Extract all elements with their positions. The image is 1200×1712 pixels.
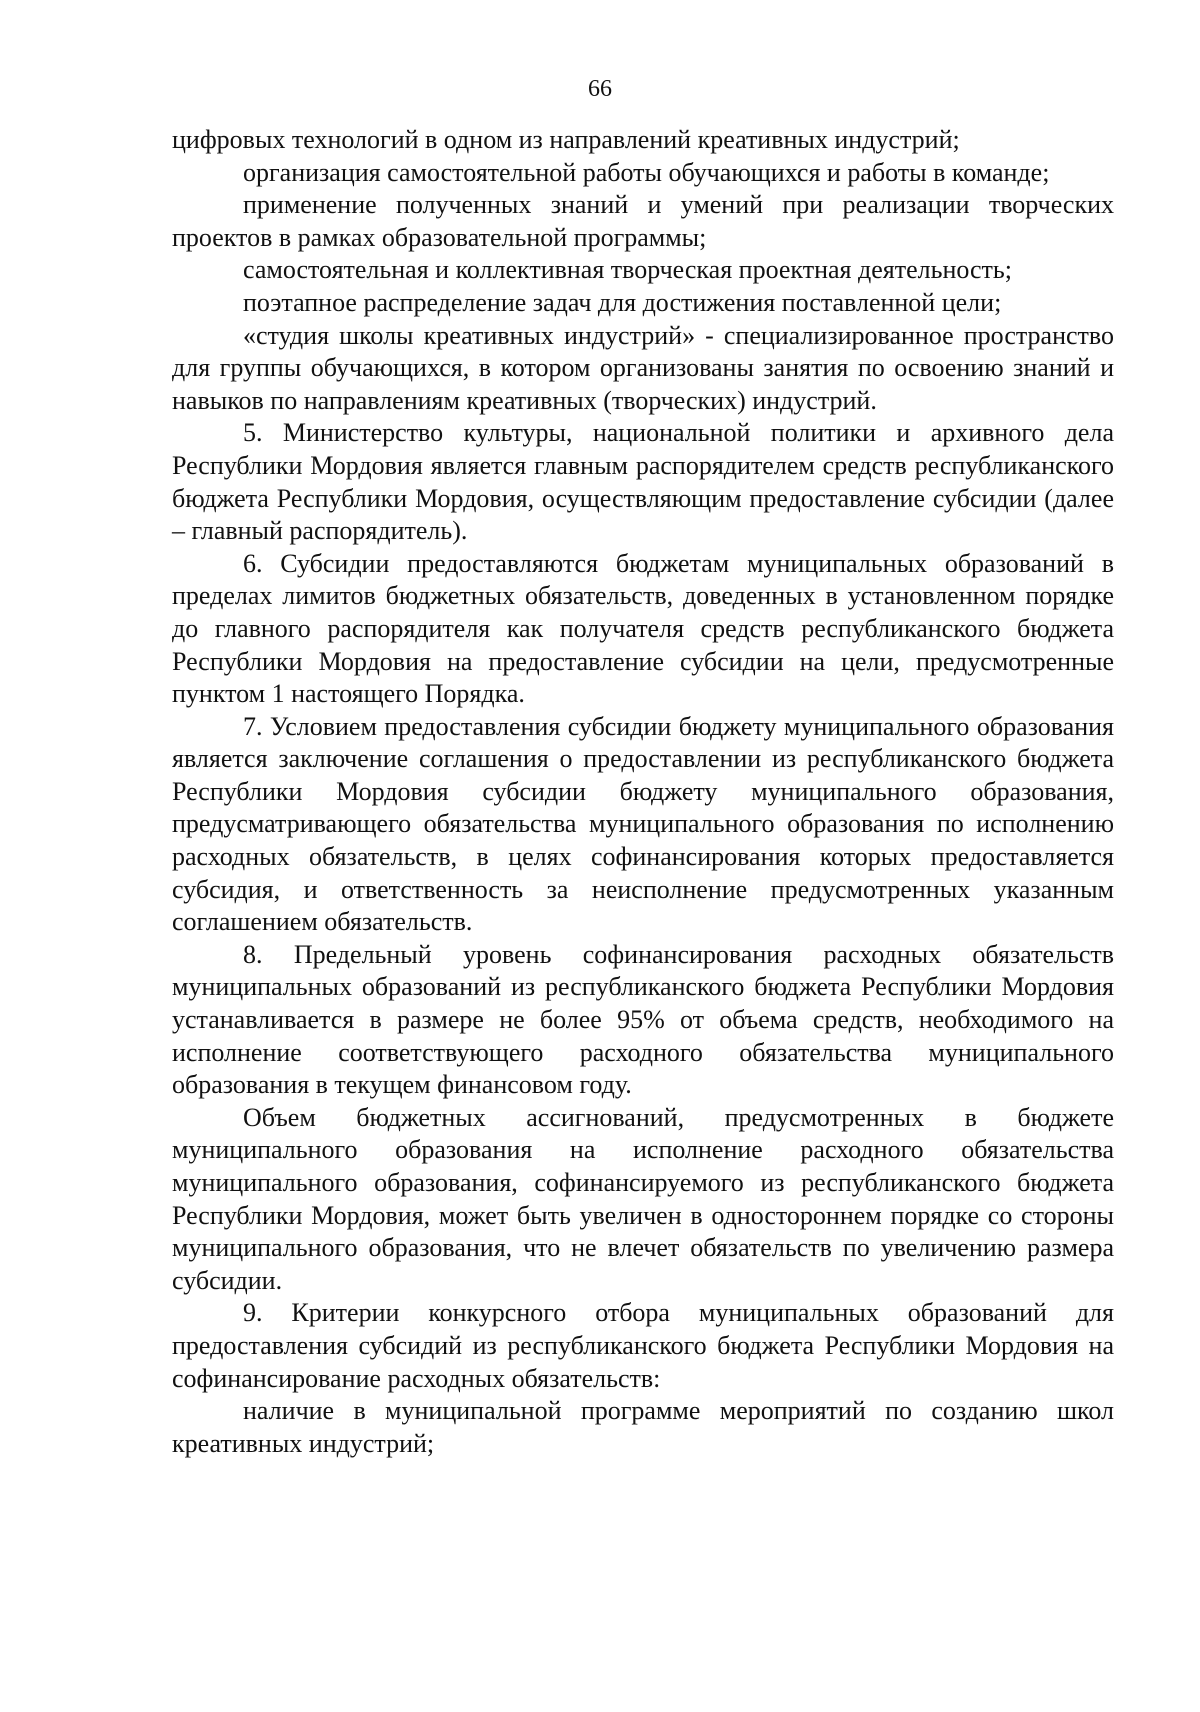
page-number: 66 — [588, 76, 612, 102]
paragraph: «студия школы креативных индустрий» - специализированное пространство для группы обучающихся, в котором организованы занятия по освоению знаний и навыков по направлениям креативных (творческих) индустрий. — [172, 320, 1114, 415]
document-body — [172, 124, 1114, 1460]
paragraph: применение полученных знаний и умений при реализации творческих проектов в рамках образовательной программы; — [172, 190, 1114, 252]
paragraph: Объем бюджетных ассигнований, предусмотренных в бюджете муниципального образования на исполнение расходного обязательства муниципального образования, софинансируемого из республиканского бюджета Республики Мордовия, может быть увеличен в одностороннем порядке со стороны муниципального образования, что не влечет обязательств по увеличению размера субсидии. — [172, 1102, 1114, 1295]
paragraph-item-7: 7. Условием предоставления субсидии бюджету муниципального образования является заключение соглашения о предоставлении из республиканского бюджета Республики Мордовия субсидии бюджету муниципального образования, предусматривающего обязательства муниципального образования по исполнению расходных обязательств, в целях софинансирования которых предоставляется субсидия, и ответственность за неисполнение предусмотренных указанным соглашением обязательств. — [172, 711, 1114, 937]
paragraph: самостоятельная и коллективная творческая проектная деятельность; — [243, 255, 1012, 285]
paragraph: наличие в муниципальной программе мероприятий по созданию школ креативных индустрий; — [172, 1396, 1114, 1458]
paragraph: поэтапное распределение задач для достижения поставленной цели; — [243, 287, 1002, 317]
paragraph-item-6: 6. Субсидии предоставляются бюджетам муниципальных образований в пределах лимитов бюджетных обязательств, доведенных в установленном порядке до главного распорядителя как получателя средств республиканского бюджета Республики Мордовия на предоставление субсидии на цели, предусмотренные пунктом 1 настоящего Порядка. — [172, 548, 1114, 709]
paragraph-item-5: 5. Министерство культуры, национальной политики и архивного дела Республики Мордовия является главным распорядителем средств республиканского бюджета Республики Мордовия, осуществляющим предоставление субсидии (далее – главный распорядитель). — [172, 418, 1114, 546]
paragraph-item-8: 8. Предельный уровень софинансирования расходных обязательств муниципальных образований из республиканского бюджета Республики Мордовия устанавливается в размере не более 95% от объема средств, необходимого на исполнение соответствующего расходного обязательства муниципального образования в текущем финансовом году. — [172, 939, 1114, 1100]
paragraph-continuation: цифровых технологий в одном из направлений креативных индустрий; — [172, 125, 960, 154]
paragraph: организация самостоятельной работы обучающихся и работы в команде; — [243, 157, 1050, 187]
paragraph-item-9: 9. Критерии конкурсного отбора муниципальных образований для предоставления субсидий из республиканского бюджета Республики Мордовия на софинансирование расходных обязательств: — [172, 1298, 1114, 1393]
